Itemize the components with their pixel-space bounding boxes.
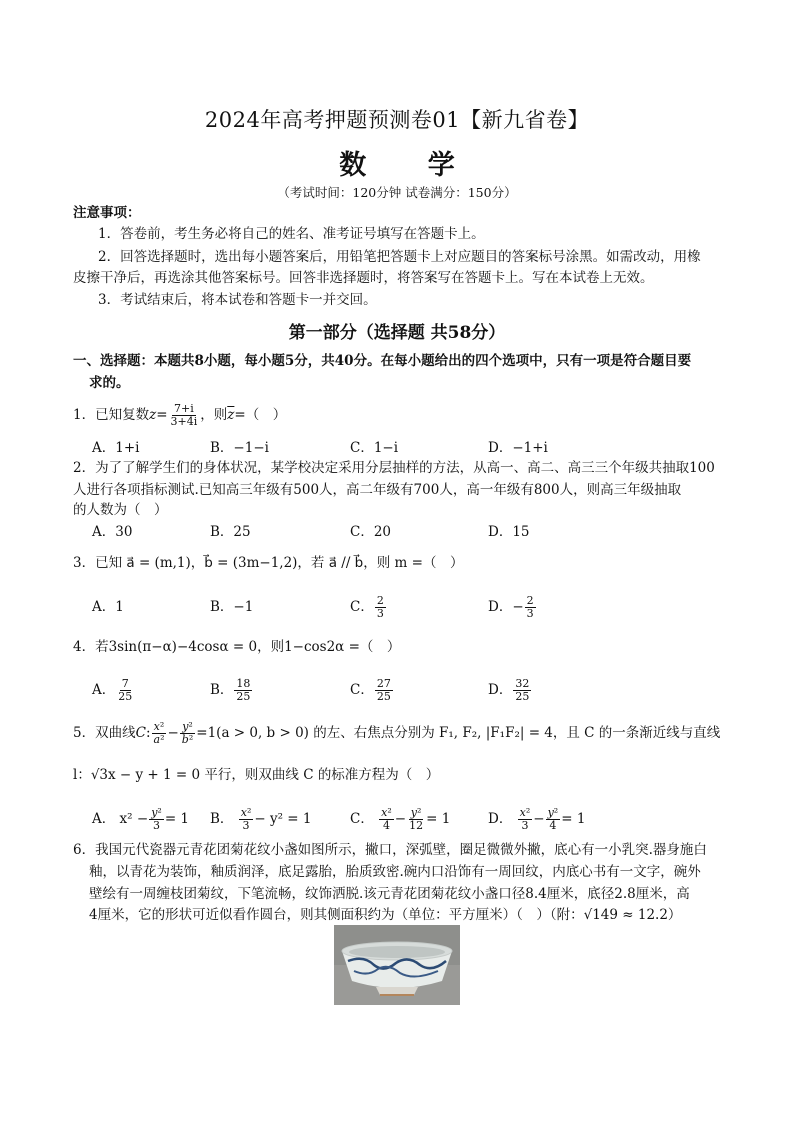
question-6-line2: 釉，以青花为装饰，釉质润泽，底足露胎，胎质致密.碗内口沿饰有一周回纹，内底心书有一文字，碗外: [89, 864, 701, 880]
question-2-line1: 2．为了了解学生们的身体状况，某学校决定采用分层抽样的方法，从高一、高二、高三三个年级共抽取100: [73, 460, 715, 476]
q2-option-d: D．15: [488, 524, 530, 540]
q1-option-b: B．−1−i: [210, 440, 269, 456]
question-1: 1．已知复数z= $\frac{7+i}{3+4i}$ ，则$\overline{z}=$（ ）: [73, 402, 287, 428]
exam-title: 2024年高考押题预测卷01【新九省卷】: [204, 108, 590, 132]
section1-line2: 求的。: [89, 375, 130, 391]
question-5-line2: l：√3x − y + 1 = 0 平行，则双曲线 C 的标准方程为（ ）: [73, 767, 440, 783]
porcelain-bowl-image: [334, 925, 460, 1005]
part-title: 第一部分（选择题 共58分）: [288, 323, 506, 343]
q5-option-d: D． $\frac{\text{x²}}{3}$ − $\frac{\text{y²}}{4}$ = 1: [488, 806, 586, 832]
q1-fraction: $\frac{7+i}{3+4i}$: [170, 402, 198, 428]
notes-heading: 注意事项：: [73, 205, 141, 221]
q2-option-b: B．25: [210, 524, 251, 540]
q4-option-a: A． $\frac{7}{25}$: [92, 677, 133, 703]
q3-option-a: A．1: [92, 599, 124, 615]
note-2b: 皮擦干净后，再选涂其他答案标号。回答非选择题时，将答案写在答题卡上。写在本试卷上无效。: [73, 270, 654, 286]
note-2a: 2．回答选择题时，选出每小题答案后，用铅笔把答题卡上对应题目的答案标号涂黑。如需改动，用橡: [98, 249, 701, 265]
question-5-line1: 5．双曲线C: $\frac{\text{x²}}{\text{a²}}$ − $\frac{\text{y²}}{\text{b²}}$ =1(a > 0, b > 0) 的左、右焦点分别为 F₁, F₂, |F₁F₂| = 4，且 C 的一条渐近线与直线: [73, 720, 721, 746]
q1-option-d: D．−1+i: [488, 440, 548, 456]
exam-meta: （考试时间：120分钟 试卷满分：150分）: [277, 185, 517, 200]
note-3: 3．考试结束后，将本试卷和答题卡一并交回。: [98, 292, 377, 308]
section1-line1: 一、选择题：本题共8小题，每小题5分，共40分。在每小题给出的四个选项中，只有一项是符合题目要: [73, 353, 692, 369]
question-2-line3: 的人数为（ ）: [73, 502, 168, 518]
q4-option-c: C． $\frac{27}{25}$: [350, 677, 391, 703]
q5-option-a: A． x² − $\frac{\text{y²}}{3}$ = 1: [92, 806, 190, 832]
question-6-line1: 6．我国元代瓷器元青花团菊花纹小盏如图所示，撇口，深弧壁，圈足微微外撇，底心有一小乳突.器身施白: [73, 842, 707, 858]
q4-option-b: B． $\frac{18}{25}$: [210, 677, 251, 703]
q2-option-a: A．30: [92, 524, 133, 540]
question-3: 3．已知 a⃗ = (m,1)，b⃗ = (3m−1,2)，若 a⃗ // b⃗，则 m =（ ）: [73, 555, 464, 571]
q5-option-b: B． $\frac{\text{x²}}{3}$ − y² = 1: [210, 806, 312, 832]
question-4: 4．若3sin(π−α)−4cosα = 0，则1−cos2α =（ ）: [73, 639, 401, 655]
question-6-line3: 壁绘有一周缠枝团菊纹，下笔流畅，纹饰洒脱.该元青花团菊花纹小盏口径8.4厘米，底径2.8厘米，高: [89, 886, 690, 902]
q3-option-b: B．−1: [210, 599, 254, 615]
subject-title: 数 学: [339, 150, 481, 181]
note-1: 1．答卷前，考生务必将自己的姓名、准考证号填写在答题卡上。: [98, 226, 485, 242]
question-2-line2: 人进行各项指标测试.已知高三年级有500人，高二年级有700人，高一年级有800人，则高三年级抽取: [73, 482, 682, 498]
q1-option-c: C．1−i: [350, 440, 399, 456]
q4-option-d: D． $\frac{32}{25}$: [488, 677, 530, 703]
q1-option-a: A．1+i: [92, 440, 140, 456]
q3-option-d: D．− $\frac{2}{3}$: [488, 594, 534, 620]
q2-option-c: C．20: [350, 524, 392, 540]
q3-option-c: C． $\frac{2}{3}$: [350, 594, 384, 620]
question-6-line4: 4厘米，它的形状可近似看作圆台，则其侧面积约为（单位：平方厘米）（ ）（附：√149 ≈ 12.2）: [89, 907, 682, 923]
q5-option-c: C． $\frac{\text{x²}}{4}$ − $\frac{\text{y²}}{12}$ = 1: [350, 806, 451, 832]
